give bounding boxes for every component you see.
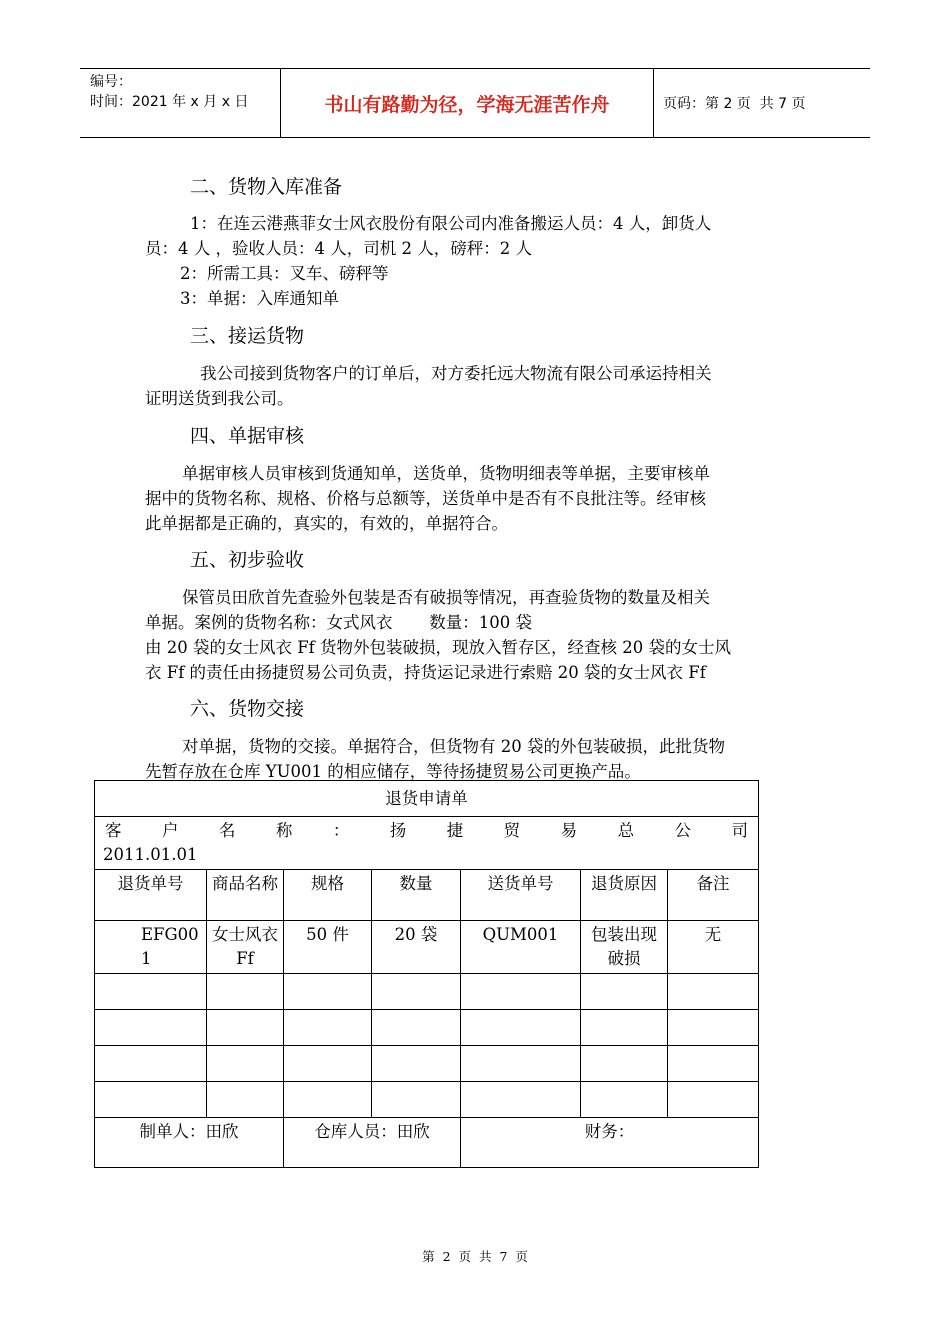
paragraph-line: 单据。案例的货物名称：女式风衣 数量：100 袋 [145,613,532,632]
document-header [80,68,870,138]
page-footer: 第 2 页 共 7 页 [422,1249,528,1264]
paragraph-line: 先暂存放在仓库 YU001 的相应储存，等待扬捷贸易公司更换产品。 [145,762,641,781]
table-row [95,921,759,974]
preparer-cell: 制单人：田欣 [95,1118,284,1168]
paragraph-line: 此单据都是正确的，真实的，有效的，单据符合。 [145,514,508,533]
note-cell: 无 [668,921,759,974]
column-header: 数量 [372,870,461,921]
delivery-number-cell: QUM001 [461,921,581,974]
section-title-3: 三、接运货物 [190,325,305,347]
customer-name-char: 公 [674,821,692,840]
spec-cell: 50 件 [284,921,372,974]
table-row [95,1082,759,1118]
paragraph-line: 3：单据：入库通知单 [180,289,339,308]
customer-name-char: 贸 [503,821,521,840]
header-meta [80,69,281,137]
paragraph-line: 证明送货到我公司。 [145,389,294,408]
table-row [95,1046,759,1082]
reason-cell: 包装出现破损 [581,921,668,974]
motto: 书山有路勤为径，学海无涯苦作舟 [281,69,654,137]
page-info: 页码：第 2 页 共 7 页 [663,96,806,112]
section-title-2: 二、货物入库准备 [190,176,343,198]
number-label: 编号： [90,74,132,90]
return-id-cell: EFG001 [95,921,207,974]
column-header: 商品名称 [207,870,284,921]
table-row [95,1010,759,1046]
section-title-5: 五、初步验收 [190,549,305,571]
column-header: 退货原因 [581,870,668,921]
paragraph-line: 我公司接到货物客户的订单后，对方委托远大物流有限公司承运持相关 [200,364,712,383]
paragraph-line: 1：在连云港燕菲女士风衣股份有限公司内准备搬运人员：4 人，卸货人 [190,214,712,233]
paragraph-line: 由 20 袋的女士风衣 Ff 货物外包装破损，现放入暂存区，经查核 20 袋的女士风 [145,638,732,657]
paragraph-line: 单据审核人员审核到货通知单，送货单，货物明细表等单据，主要审核单 [182,464,710,483]
column-header: 规格 [284,870,372,921]
paragraph-line: 员：4 人 ，验收人员：4 人，司机 2 人，磅秤：2 人 [145,239,532,258]
paragraph-line: 对单据，货物的交接。单据符合，但货物有 20 袋的外包装破损，此批货物 [182,737,725,756]
header-row [95,870,759,921]
form-title: 退货申请单 [95,781,759,817]
warehouse-staff-cell: 仓库人员：田欣 [284,1118,461,1168]
return-form-table [94,780,759,1168]
customer-name-char: 捷 [446,821,464,840]
column-header: 送货单号 [461,870,581,921]
form-date: 2011.01.01 [103,845,198,864]
signature-row [95,1118,759,1168]
time-label: 时间：2021 年 x 月 x 日 [90,94,249,110]
customer-name-char: 客 [105,821,122,840]
section-title-6: 六、货物交接 [190,698,305,720]
customer-name-char: 总 [617,821,635,840]
form-title-row [95,781,759,817]
column-header: 备注 [668,870,759,921]
customer-name-char: ： [332,821,350,840]
paragraph-line: 衣 Ff 的责任由扬捷贸易公司负责，持货运记录进行索赔 20 袋的女士风衣 Ff [145,663,706,682]
quantity-cell: 20 袋 [372,921,461,974]
finance-cell: 财务： [461,1118,759,1168]
column-header: 退货单号 [95,870,207,921]
customer-name-char: 扬 [389,821,407,840]
product-cell: 女士风衣 Ff [207,921,284,974]
section-title-4: 四、单据审核 [190,425,305,447]
customer-cell [95,817,759,870]
customer-name-char: 名 [218,821,236,840]
customer-row [95,817,759,870]
paragraph-line: 2：所需工具：叉车、磅秤等 [180,264,389,283]
table-row [95,974,759,1010]
customer-name-char: 司 [731,821,748,840]
paragraph-line: 保管员田欣首先查验外包装是否有破损等情况，再查验货物的数量及相关 [182,588,710,607]
customer-name-char: 户 [161,821,179,840]
customer-name-char: 易 [560,821,578,840]
customer-name-line [99,819,754,843]
customer-name-char: 称 [275,821,293,840]
paragraph-line: 据中的货物名称、规格、价格与总额等，送货单中是否有不良批注等。经审核 [145,489,706,508]
